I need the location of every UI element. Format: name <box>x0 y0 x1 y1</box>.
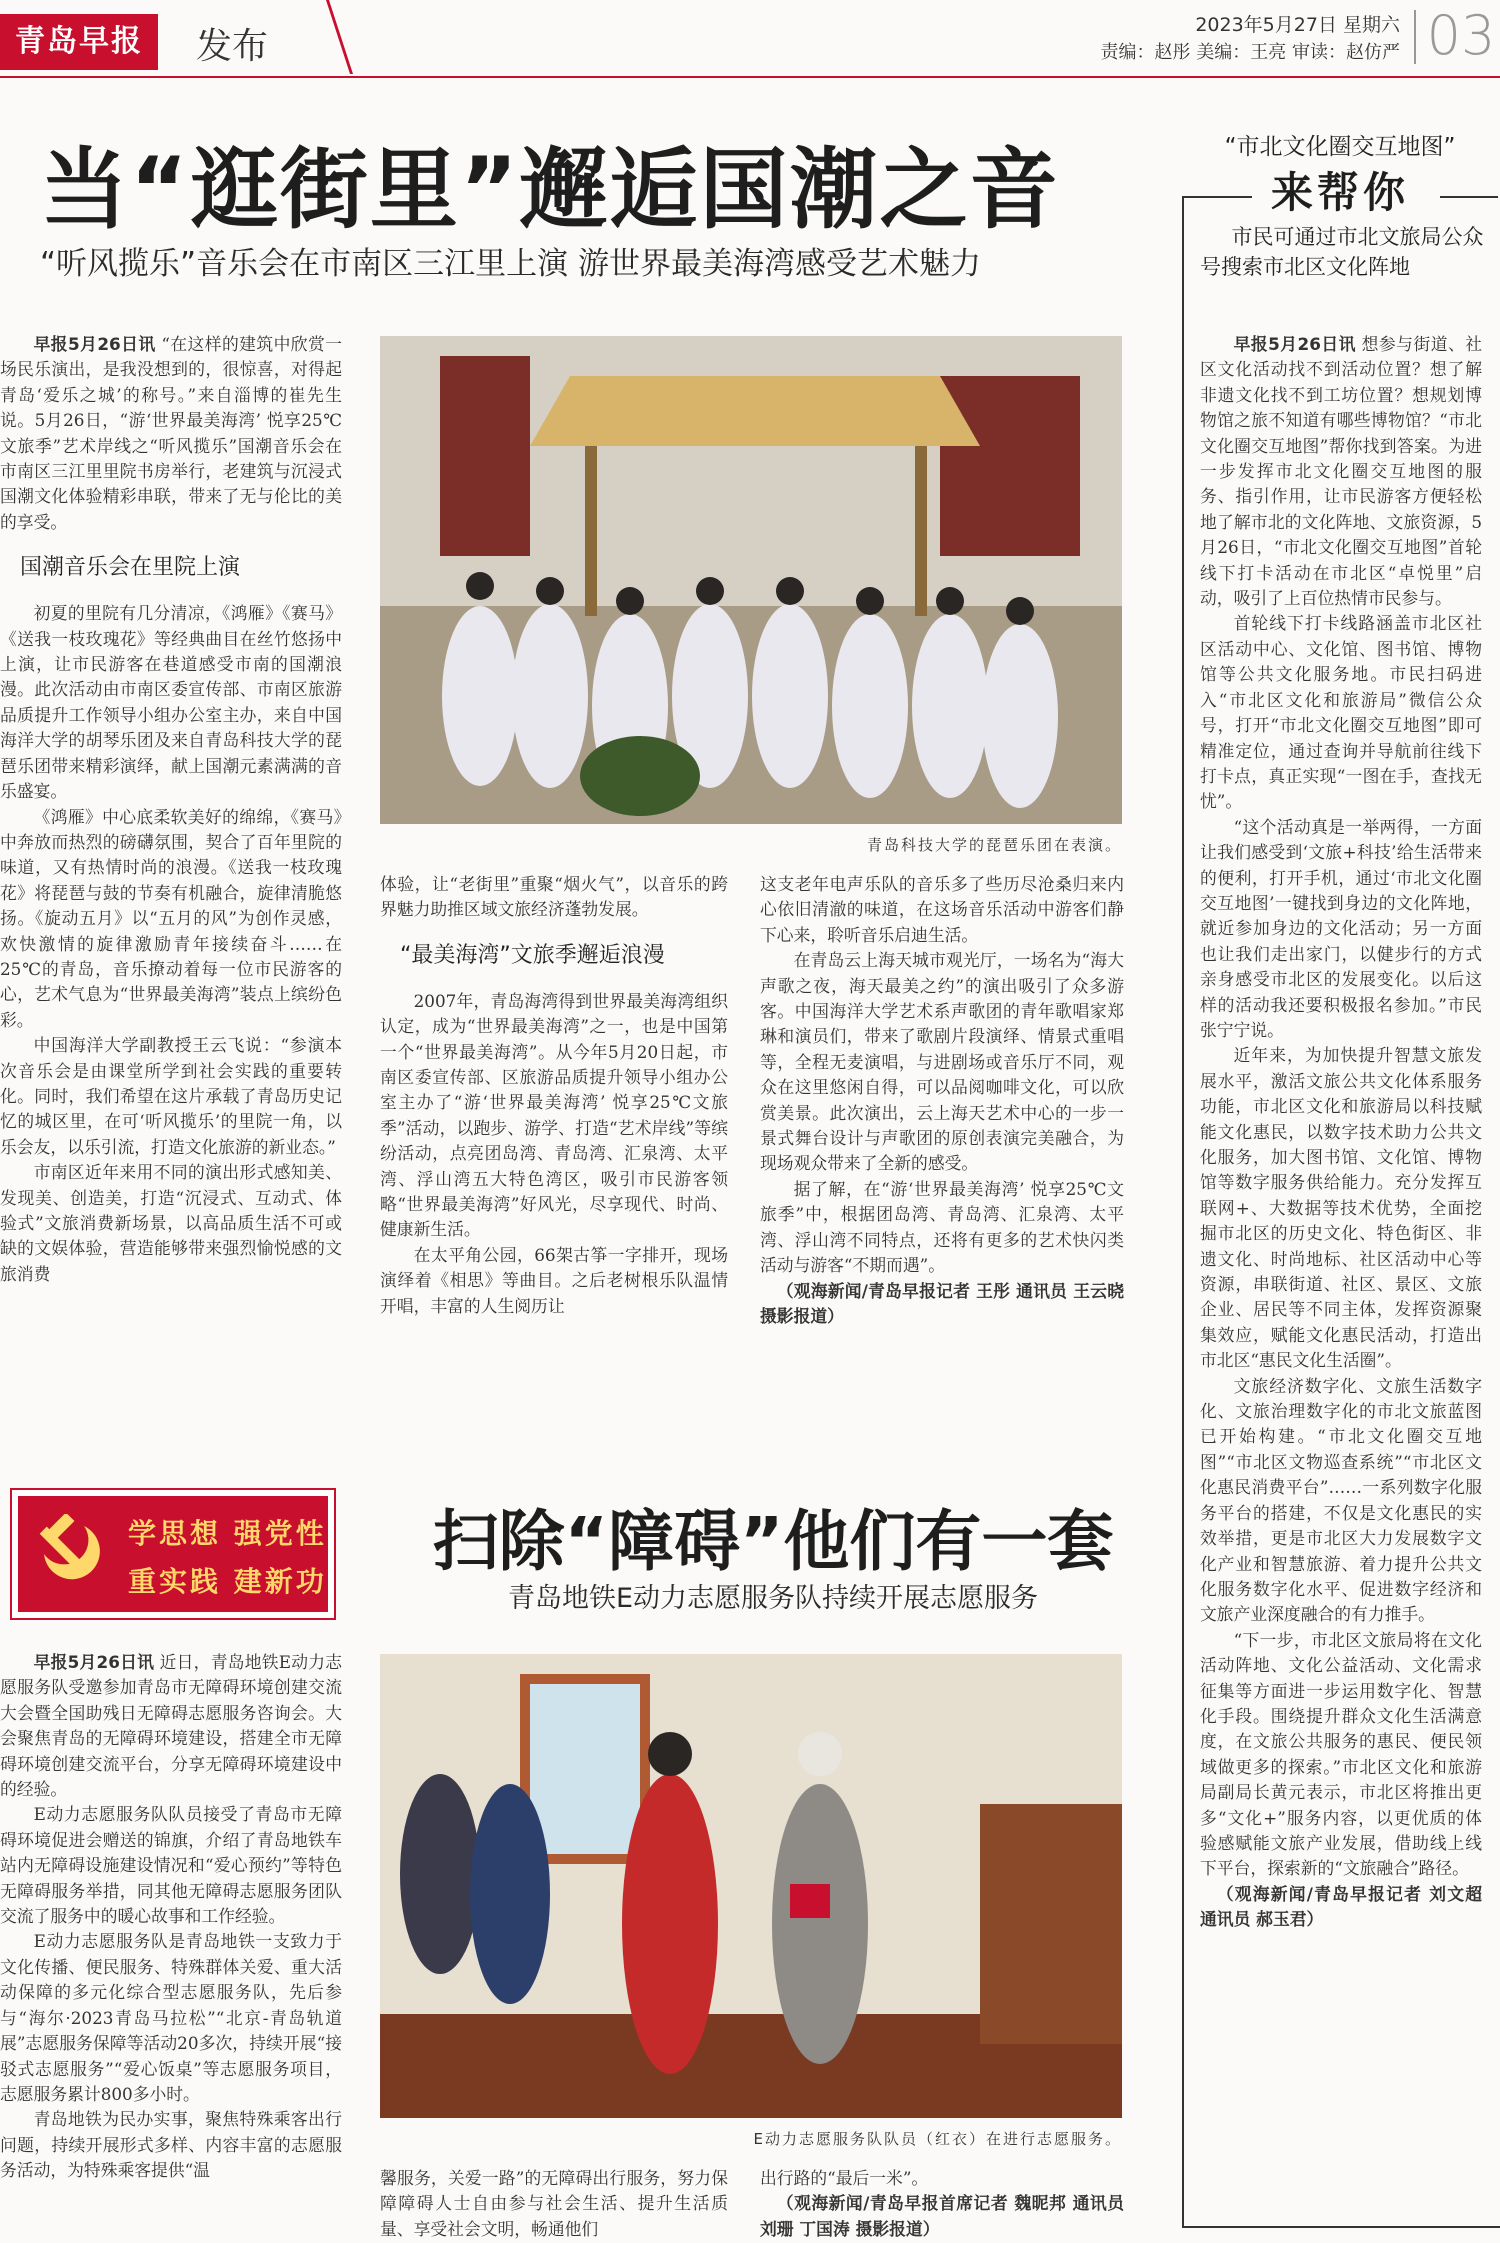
story2-subhead: 青岛地铁E动力志愿服务队持续开展志愿服务 <box>507 1583 1039 1614</box>
header-rule <box>0 76 1500 78</box>
paragraph: E动力志愿服务队队员接受了青岛市无障碍环境促进会赠送的锦旗，介绍了青岛地铁车站内无障碍设施建设情况和“爱心预约”等特色无障碍服务举措，同其他无障碍志愿服务团队交流了服务中的暖心故事和工作经验。 <box>0 1804 342 1927</box>
story1-column-1 <box>0 332 342 1426</box>
paragraph: 中国海洋大学副教授王云飞说：“参演本次音乐会是由课堂所学到社会实践的重要转化。同时，我们希望在这片承载了青岛历史记忆的城区里，在可‘听风揽乐’的里院一角，以乐会友，以乐引流，打造文化旅游的新业态。” <box>0 1035 342 1157</box>
paragraph: 首轮线下打卡线路涵盖市北区社区活动中心、文化馆、图书馆、博物馆等公共文化服务地。市民扫码进入“市北区文化和旅游局”微信公众号，打开“市北文化圈交互地图”即可精准定位，通过查询并导航前往线下打卡点，真正实现“一图在手，查找无忧”。 <box>1200 613 1482 812</box>
paragraph: 馨服务，关爱一路”的无障碍出行服务，努力保障障碍人士自由参与社会生活、提升生活质量、享受社会文明，畅通他们 <box>380 2168 728 2239</box>
page-number: 03 <box>1426 4 1496 67</box>
paragraph: 近年来，为加快提升智慧文旅发展水平，激活文旅公共文化体系服务功能，市北区文化和旅游局以科技赋能文化惠民，以数字技术助力公共文化服务，加大图书馆、文化馆、博物馆等数字服务供给能力。充分发挥互联网+、大数据等技术优势，全面挖掘市北区的历史文化、特色街区、非遗文化、时尚地标、社区活动中心等资源，串联街道、社区、景区、文旅企业、居民等不同主体，发挥资源聚集效应，赋能文化惠民活动，打造出市北区“惠民文化生活圈”。 <box>1200 1045 1482 1371</box>
paragraph: “下一步，市北区文旅局将在文化活动阵地、文化公益活动、文化需求征集等方面进一步运用数字化、智慧化手段。围绕提升群众文化生活满意度，在文旅公共服务的惠民、便民领域做更多的探索。”市北区文化和旅游局副局长黄元表示，市北区将推出更多“文化+”服务内容，以更优质的体验感赋能文旅产业发展，借助线上线下平台，探索新的“文旅融合”路径。 <box>1200 1629 1482 1879</box>
hammer-sickle-icon <box>32 1514 112 1594</box>
sidebar-kicker: “市北文化圈交互地图” <box>1224 134 1456 160</box>
paragraph: 《鸿雁》中心底柔软美好的绵绵，《赛马》中奔放而热烈的磅礴氛围，契合了百年里院的味道，又有热情时尚的浪漫。《送我一枝玫瑰花》将琵琶与鼓的节奏有机融合，旋律清脆悠扬。《旋动五月》以“五月的风”为创作灵感，欢快激情的旋律激励青年接续奋斗……在25℃的青岛，音乐撩动着每一位市民游客的心，艺术气息为“世界最美海湾”装点上缤纷色彩。 <box>0 806 342 1030</box>
paragraph: 这支老年电声乐队的音乐多了些历尽沧桑归来内心依旧清澈的味道，在这场音乐活动中游客们静下心来，聆听音乐启迪生活。 <box>760 874 1124 945</box>
story1-headline: 当“逛街里”邂逅国潮之音 <box>40 138 1060 241</box>
sidebar-body <box>1200 332 1482 2224</box>
story2-headline: 扫除“障碍”他们有一套 <box>432 1503 1114 1580</box>
paragraph: 青岛地铁为民办实事，聚焦特殊乘客出行问题，持续开展形式多样、内容丰富的志愿服务活动，为特殊乘客提供“温 <box>0 2109 342 2181</box>
paragraph: 体验，让“老街里”重聚“烟火气”，以音乐的跨界魅力助推区域文旅经济蓬勃发展。 <box>380 874 728 920</box>
paragraph: “这个活动真是一举两得，一方面让我们感受到‘文旅+科技’给生活带来的便利，打开手机，通过‘市北文化圈交互地图’一键找到身边的文化阵地，就近参加身边的文化活动；另一方面也让我们走出家门，以健步行的方式亲身感受市北区的发展变化。以后这样的活动我还要积极报名参加。”市民张宁宁说。 <box>1200 816 1482 1040</box>
page-number-divider <box>1414 10 1416 64</box>
dateline: 早报5月26日讯 <box>1233 334 1356 354</box>
story2-column-1 <box>0 1650 342 2240</box>
sidebar-credit: （观海新闻/青岛早报记者 刘文超 通讯员 郝玉君） <box>1200 1883 1482 1930</box>
paragraph: 出行路的“最后一米”。 <box>760 2168 929 2188</box>
paragraph: 文旅经济数字化、文旅生活数字化、文旅治理数字化的市北文旅蓝图已开始构建。“市北文化圈交互地图”“市北区文物巡查系统”“市北区文化惠民消费平台”……一系列数字化服务平台的搭建，不仅是文化惠民的实效举措，更是市北区大力发展数字文化产业和智慧旅游、着力提升公共文化服务数字化水平、促进数字经济和文旅产业深度融合的有力推手。 <box>1200 1375 1482 1625</box>
paragraph: 想参与街道、社区文化活动找不到活动位置？想了解非遗文化找不到工坊位置？想规划博物馆之旅不知道有哪些博物馆？“市北文化圈交互地图”帮你找到答案。为进一步发挥市北文化圈交互地图的服务、指引作用，让市民游客方便轻松地了解市北的文化阵地、文旅资源，5月26日，“市北文化圈交互地图”首轮线下打卡活动在市北区“卓悦里”启动，吸引了上百位热情市民参与。 <box>1200 334 1482 609</box>
story1-subheading-1: 国潮音乐会在里院上演 <box>20 555 241 581</box>
newspaper-logo: 青岛早报 <box>0 14 158 70</box>
editor-credits: 责编：赵彤 美编：王亮 审读：赵仿严 <box>1100 42 1400 63</box>
issue-date: 2023年5月27日 星期六 <box>1195 14 1400 36</box>
banner-background <box>18 1496 328 1612</box>
story1-credit: （观海新闻/青岛早报记者 王彤 通讯员 王云晓 摄影报道） <box>760 1280 1124 1326</box>
section-label: 发布 <box>196 26 269 67</box>
paragraph: 初夏的里院有几分清凉，《鸿雁》《赛马》《送我一枝玫瑰花》等经典曲目在丝竹悠扬中上演，让市民游客在巷道感受市南的国潮浪漫。此次活动由市南区委宣传部、市南区旅游品质提升工作领导小组办公室主办，来自中国海洋大学的胡琴乐团及来自青岛科技大学的琵琶乐团带来精彩演绎，献上国潮元素满满的音乐盛宴。 <box>0 603 342 802</box>
paragraph: E动力志愿服务队是青岛地铁一支致力于文化传播、便民服务、特殊群体关爱、重大活动保障的多元化综合型志愿服务队，先后参与“海尔·2023青岛马拉松”“北京-青岛轨道展”志愿服务保障等活动20多次，持续开展“接驳式志愿服务”“爱心饭桌”等志愿服务项目，志愿服务累计800多小时。 <box>0 1931 342 2104</box>
story2-credit: （观海新闻/青岛早报首席记者 魏昵邦 通讯员 刘珊 丁国涛 摄影报道） <box>760 2193 1124 2239</box>
paragraph: 2007年，青岛海湾得到世界最美海湾组织认定，成为“世界最美海湾”之一，也是中国第一个“世界最美海湾”。从今年5月20日起，市南区委宣传部、区旅游品质提升领导小组办公室主办了“游‘世界最美海湾’ 悦享25℃文旅季”活动，以跑步、游学、打造“艺术岸线”等缤纷活动，点亮团岛湾、青岛湾、汇泉湾、太平湾、浮山湾五大特色湾区，吸引市民游客领略“世界最美海湾”好风光，尽享现代、时尚、健康新生活。 <box>380 990 728 1240</box>
story1-subheading-2: “最美海湾”文旅季邂逅浪漫 <box>400 942 665 968</box>
story2-photo-caption: E动力志愿服务队队员（红衣）在进行志愿服务。 <box>753 2130 1122 2148</box>
concert-photo-illustration <box>380 336 1122 824</box>
paragraph: 在太平角公园，66架古筝一字排开，现场演绎着《相思》等曲目。之后老树根乐队温情开唱，丰富的人生阅历让 <box>380 1244 728 1316</box>
paragraph: “在这样的建筑中欣赏一场民乐演出，是我没想到的，很惊喜，对得起青岛‘爱乐之城’的称号。”来自淄博的崔先生说。5月26日，“游‘世界最美海湾’ 悦享25℃文旅季”艺术岸线之“听风揽乐”国潮音乐会在市南区三江里里院书房举行，老建筑与沉浸式国潮文化体验精彩串联，带来了无与伦比的美的享受。 <box>0 334 342 532</box>
sidebar-title: 来帮你 <box>1270 168 1409 217</box>
story1-column-3 <box>760 872 1124 1428</box>
sidebar-deck: 市民可通过市北文旅局公众号搜索市北区文化阵地 <box>1200 225 1484 279</box>
paragraph: 市南区近年来用不同的演出形式感知美、发现美、创造美，打造“沉浸式、互动式、体验式”文旅消费新场景，以高品质生活不可或缺的文娱体验，营造能够带来强烈愉悦感的文旅消费 <box>0 1162 342 1284</box>
party-slogan-banner <box>10 1488 336 1620</box>
story2-photo <box>380 1654 1122 2118</box>
volunteer-photo-illustration <box>380 1654 1122 2118</box>
story2-column-3 <box>760 2166 1124 2242</box>
dateline: 早报5月26日讯 <box>33 1652 155 1672</box>
banner-line-1: 学思想 强党性 <box>128 1517 327 1550</box>
story2-column-2 <box>380 2166 728 2242</box>
story1-subhead: “听风揽乐”音乐会在市南区三江里上演 游世界最美海湾感受艺术魅力 <box>40 246 981 282</box>
paragraph: 近日，青岛地铁E动力志愿服务队受邀参加青岛市无障碍环境创建交流大会暨全国助残日无障碍志愿服务咨询会。大会聚焦青岛的无障碍环境建设，搭建全市无障碍环境创建交流平台，分享无障碍环境建设中的经验。 <box>0 1652 342 1800</box>
banner-line-2: 重实践 建新功 <box>128 1565 327 1598</box>
paragraph: 在青岛云上海天城市观光厅，一场名为“海大声歌之夜，海天最美之约”的演出吸引了众多游客。中国海洋大学艺术系声歌团的青年歌唱家郑琳和演员们，带来了歌剧片段演绎、情景式重唱等，全程无麦演唱，与进剧场或音乐厅不同，观众在这里悠闲自得，可以品阅咖啡文化，可以欣赏美景。此次演出，云上海天艺术中心的一步一景式舞台设计与声歌团的原创表演完美融合，为现场观众带来了全新的感受。 <box>760 950 1124 1174</box>
dateline: 早报5月26日讯 <box>33 334 156 354</box>
story1-photo-caption: 青岛科技大学的琵琶乐团在表演。 <box>866 836 1122 854</box>
paragraph: 据了解，在“游‘世界最美海湾’ 悦享25℃文旅季”中，根据团岛湾、青岛湾、汇泉湾、太平湾、浮山湾不同特点，还将有更多的艺术快闪类活动与游客“不期而遇”。 <box>760 1178 1124 1276</box>
story1-column-2 <box>380 872 728 1432</box>
story1-photo <box>380 336 1122 824</box>
